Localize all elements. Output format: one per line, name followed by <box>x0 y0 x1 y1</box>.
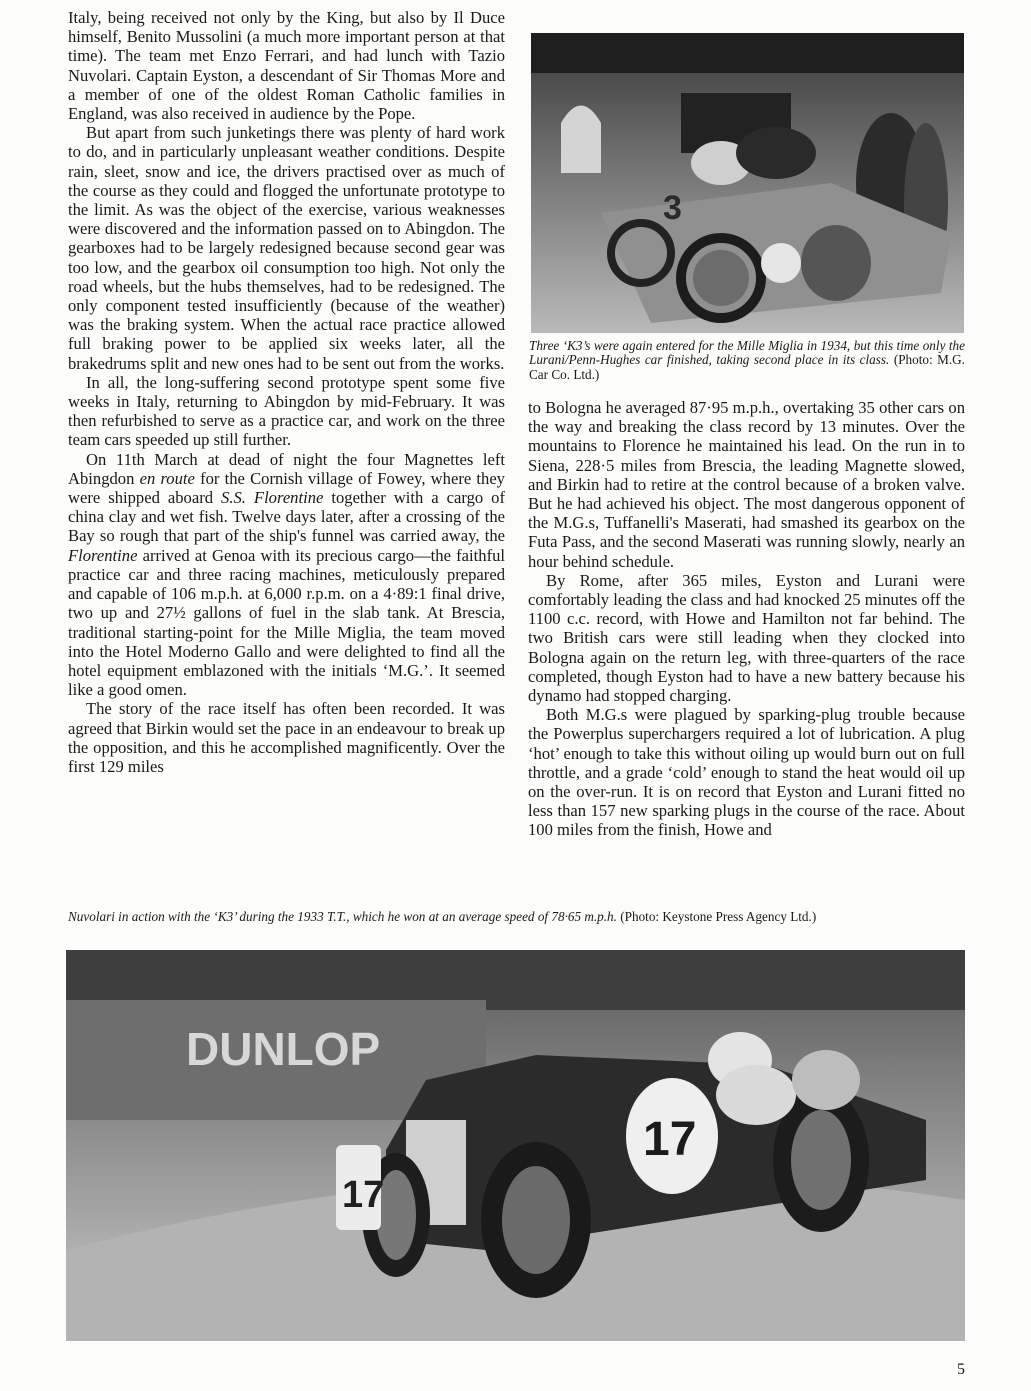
right-column-text <box>528 398 965 840</box>
mille-miglia-photo <box>531 33 964 333</box>
mille-miglia-photo-image <box>531 33 964 333</box>
paragraph: Italy, being received not only by the King, but also by Il Duce himself, Benito Mussolini (a much more important person at that time). The team met Enzo Ferrari, and had lunch with Tazio Nuvolari. Captain Eyston, a descendant of Sir Thomas More and a member of one of the oldest Roman Catholic families in England, was also received in audience by the Pope. <box>68 8 505 124</box>
car-number-3: 3 <box>663 189 682 227</box>
paragraph: to Bologna he averaged 87·95 m.p.h., overtaking 35 other cars on the way and breaking the class record by 13 minutes. Over the mountains to Florence he maintained his lead. On the run in to Siena, 228·5 miles from Brescia, the leading Magnette slowed, and Birkin had to retire at the control because of a broken valve. But he had achieved his object. The most dangerous opponent of the M.G.s, Tuffanelli's Maserati, had smashed its gearbox on the Futa Pass, and the second Maserati was running slowly, nearly an hour behind schedule. <box>528 398 965 571</box>
side-car-number: 17 <box>643 1113 697 1166</box>
paragraph: By Rome, after 365 miles, Eyston and Lurani were comfortably leading the class and had knocked 25 minutes off the 1100 c.c. record, with Howe and Hamilton not far behind. The two British cars were still leading when they clocked into Bologna again on the return leg, with three-quarters of the race completed, though Eyston had to have a new battery because his dynamo had stopped charging. <box>528 570 965 706</box>
dunlop-banner-text: DUNLOP <box>186 1023 381 1075</box>
nuvolari-photo <box>66 950 965 1341</box>
paragraph: But apart from such junketings there was plenty of hard work to do, and in particularly unpleasant weather conditions. Despite rain, sleet, snow and ice, the drivers practised over as much of the course as they could and flogged the unfortunate prototype to the limit. As was the object of the exercise, various weaknesses were discovered and the information passed on to Abingdon. The gearboxes had to be largely redesigned because second gear was too low, and the gearbox oil consumption too high. Not only the road wheels, but the hubs themselves, had to be redesigned. The only component tested insufficiently (because of the weather) was the braking system. When the actual race practice allowed full braking power to be applied six weeks later, all the brakedrums split and new ones had to be sent out from the works. <box>68 123 505 373</box>
paragraph: On 11th March at dead of night the four Magnettes left Abingdon en route for the Cornish village of Fowey, where they were shipped aboard S.S. Florentine together with a cargo of china clay and wet fish. Twelve days later, after a crossing of the Bay so rough that part of the ship's funnel was carried away, the Florentine arrived at Genoa with its precious cargo—the faithful practice car and three racing machines, meticulously prepared and capable of 106 m.p.h. at 6,000 r.p.m. on a 4·89:1 final drive, two up and 27½ gallons of fuel in the slab tank. At Brescia, traditional starting-point for the Mille Miglia, the team moved into the Hotel Moderno Gallo and were delighted to find all the hotel equipment emblazoned with the initials ‘M.G.’. It seemed like a good omen. <box>68 449 505 700</box>
front-car-number: 17 <box>342 1174 385 1216</box>
paragraph: In all, the long-suffering second prototype spent some five weeks in Italy, returning to Abingdon by mid-February. It was then refurbished to serve as a practice car, and work on the three team cars speeded up still further. <box>68 372 505 450</box>
paragraph: Both M.G.s were plagued by sparking-plug trouble because the Powerplus superchargers required a lot of lubrication. A plug ‘hot’ enough to take this without oiling up would burn out on full throttle, and a grade ‘cold’ enough to stand the heat would oil up on the over-run. It is on record that Eyston and Lurani fitted no less than 157 new sparking plugs in the course of the race. About 100 miles from the finish, Howe and <box>528 705 965 840</box>
paragraph: The story of the race itself has often been recorded. It was agreed that Birkin would set the pace in an endeavour to break up the opposition, and this he accomplished magnificently. Over the first 129 miles <box>68 699 505 776</box>
top-photo-caption: Three ‘K3’s were again entered for the Mille Miglia in 1934, but this time only the Lurani/Penn-Hughes car finished, taking second place in its class. (Photo: M.G. Car Co. Ltd.) <box>529 338 965 382</box>
left-column-text <box>68 8 505 776</box>
bottom-photo-caption: Nuvolari in action with the ‘K3’ during the 1933 T.T., which he won at an average speed of 78·65 m.p.h. (Photo: Keystone Press Agency Ltd.) <box>68 909 817 924</box>
nuvolari-photo-image <box>66 950 965 1341</box>
page-number: 5 <box>957 1361 965 1378</box>
